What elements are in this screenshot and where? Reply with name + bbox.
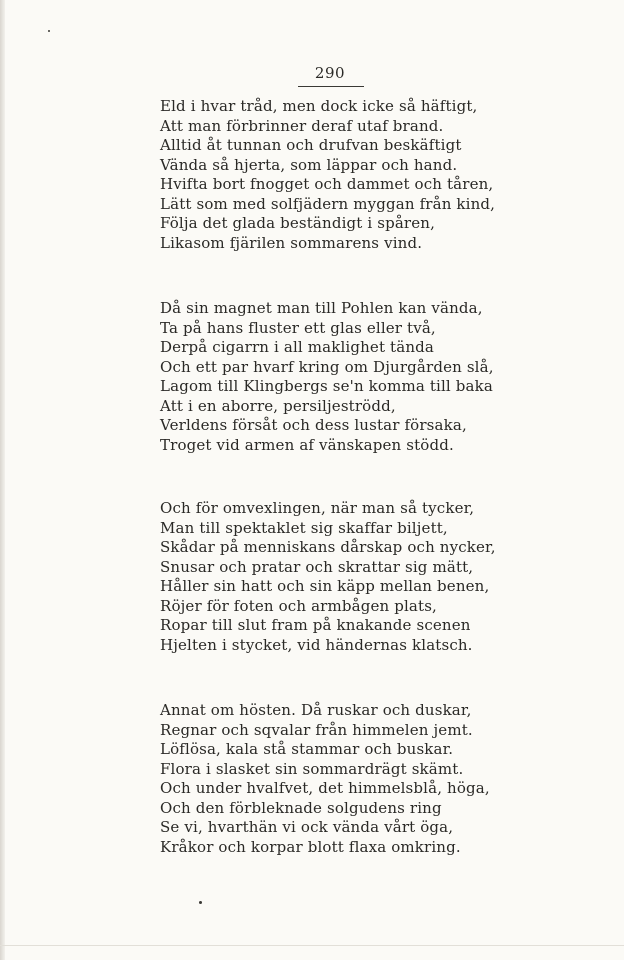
verse-line: Hjelten i stycket, vid händernas klatsch.: [160, 635, 473, 654]
verse-line: Och under hvalfvet, det himmelsblå, höga,: [160, 779, 490, 797]
verse-line: Följa det glada beständigt i spåren,: [160, 214, 435, 232]
verse-line: Röjer för foten och armbågen plats,: [160, 596, 437, 615]
ink-speck: [48, 30, 50, 32]
verse-line: Löflösa, kala stå stammar och buskar.: [160, 740, 454, 758]
stanza-1: [160, 97, 520, 253]
ink-speck: [199, 901, 202, 904]
stanza-2: [160, 299, 520, 455]
verse-line: Lagom till Klingbergs se'n komma till baka: [160, 377, 493, 395]
verse-line: Kråkor och korpar blott flaxa omkring.: [160, 837, 461, 856]
verse-line: Eld i hvar tråd, men dock icke så häftigt,: [160, 97, 478, 115]
verse-line: Flora i slasket sin sommardrägt skämt.: [160, 759, 464, 778]
stanza-4: [160, 701, 520, 857]
verse-line: Derpå cigarrn i all maklighet tända: [160, 338, 434, 356]
verse-line: Håller sin hatt och sin käpp mellan benen,: [160, 577, 490, 595]
stanza-3: [160, 499, 520, 655]
verse-line: Regnar och sqvalar från himmelen jemt.: [160, 720, 473, 739]
verse-line: Ropar till slut fram på knakande scenen: [160, 616, 471, 634]
verse-line: Vända så hjerta, som läppar och hand.: [160, 155, 458, 174]
verse-line: Lätt som med solfjädern myggan från kind,: [160, 194, 496, 213]
verse-line: Då sin magnet man till Pohlen kan vända,: [160, 299, 483, 317]
verse-line: Hvifta bort fnogget och dammet och tåren,: [160, 175, 494, 193]
page-bottom-edge: [0, 945, 624, 946]
verse-line: Annat om hösten. Då ruskar och duskar,: [160, 701, 472, 719]
verse-line: Att i en aborre, persiljeströdd,: [160, 396, 396, 415]
verse-line: Ta på hans fluster ett glas eller två,: [160, 318, 436, 337]
verse-line: Troget vid armen af vänskapen stödd.: [160, 435, 454, 454]
verse-line: Se vi, hvarthän vi ock vända vårt öga,: [160, 818, 454, 836]
verse-line: Och den förbleknade solgudens ring: [160, 798, 442, 817]
verse-line: Skådar på menniskans dårskap och nycker,: [160, 538, 496, 556]
verse-line: Och för omvexlingen, när man så tycker,: [160, 499, 475, 517]
page-number-rule: [298, 86, 364, 87]
verse-line: Och ett par hvarf kring om Djurgården slå,: [160, 357, 494, 376]
verse-line: Snusar och pratar och skrattar sig mätt,: [160, 557, 474, 576]
verse-line: Man till spektaklet sig skaffar biljett,: [160, 518, 448, 537]
verse-line: Att man förbrinner deraf utaf brand.: [160, 116, 444, 135]
verse-line: Alltid åt tunnan och drufvan beskäftigt: [160, 136, 462, 154]
page-number: 290: [314, 64, 346, 82]
page-binding-edge: [0, 0, 5, 960]
verse-line: Verldens försåt och dess lustar försaka,: [160, 416, 467, 434]
verse-line: Likasom fjärilen sommarens vind.: [160, 233, 423, 252]
